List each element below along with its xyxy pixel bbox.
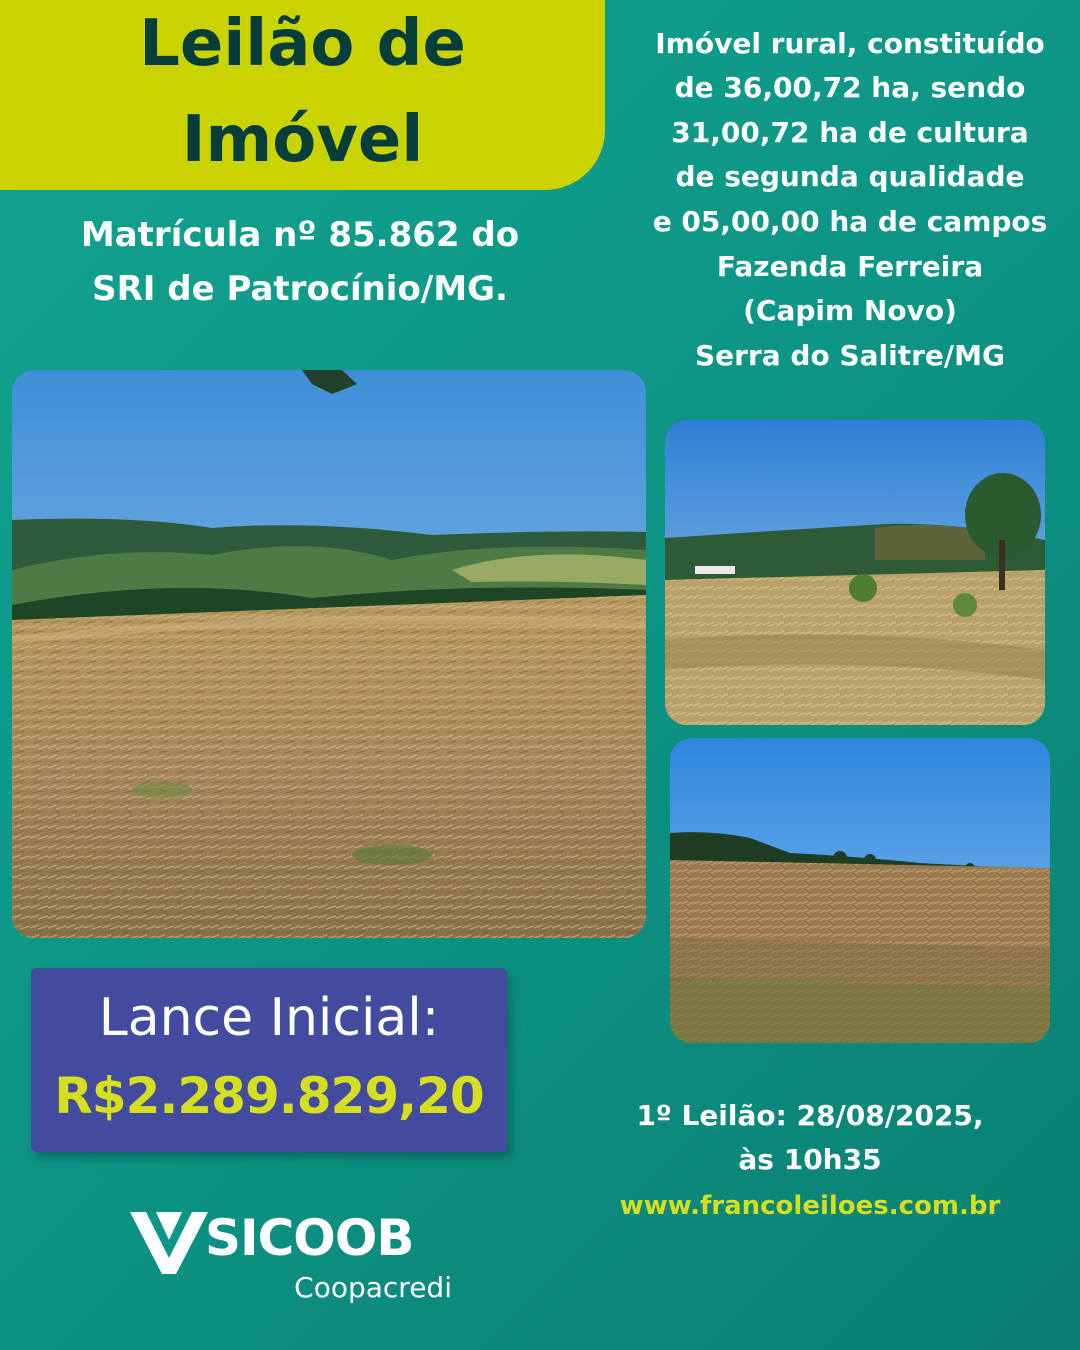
farm-buildings-photo <box>665 420 1045 725</box>
title-banner <box>0 0 605 190</box>
description-line-3: 31,00,72 ha de cultura <box>671 116 1029 149</box>
starting-bid-box <box>31 968 507 1152</box>
title-line-2: Imóvel <box>181 103 424 177</box>
description-line-2: de 36,00,72 ha, sendo <box>674 71 1026 104</box>
title-line-1: Leilão de <box>139 7 466 81</box>
website-link[interactable]: www.francoleiloes.com.br <box>619 1191 1001 1221</box>
description-line-7: (Capim Novo) <box>743 294 957 327</box>
description-line-5: e 05,00,00 ha de campos <box>652 205 1048 238</box>
description-line-8: Serra do Salitre/MG <box>695 339 1005 372</box>
auction-time: às 10h35 <box>738 1143 882 1176</box>
sicoob-logo-subtitle: Coopacredi <box>294 1271 452 1304</box>
starting-bid-value: R$2.289.829,20 <box>54 1067 484 1125</box>
sicoob-logo-text: SICOOB <box>205 1209 414 1267</box>
open-field-photo <box>670 738 1050 1043</box>
description-line-6: Fazenda Ferreira <box>716 250 984 283</box>
description-line-4: de segunda qualidade <box>675 160 1025 193</box>
sicoob-logo-icon <box>128 1206 210 1276</box>
registration-line-1: Matrícula nº 85.862 do <box>80 215 520 255</box>
auction-date: 1º Leilão: 28/08/2025, <box>636 1099 984 1132</box>
main-field-photo <box>12 370 646 938</box>
registration-line-2: SRI de Patrocínio/MG. <box>92 269 508 309</box>
description-line-1: Imóvel rural, constituído <box>655 27 1045 60</box>
starting-bid-label: Lance Inicial: <box>98 988 440 1048</box>
